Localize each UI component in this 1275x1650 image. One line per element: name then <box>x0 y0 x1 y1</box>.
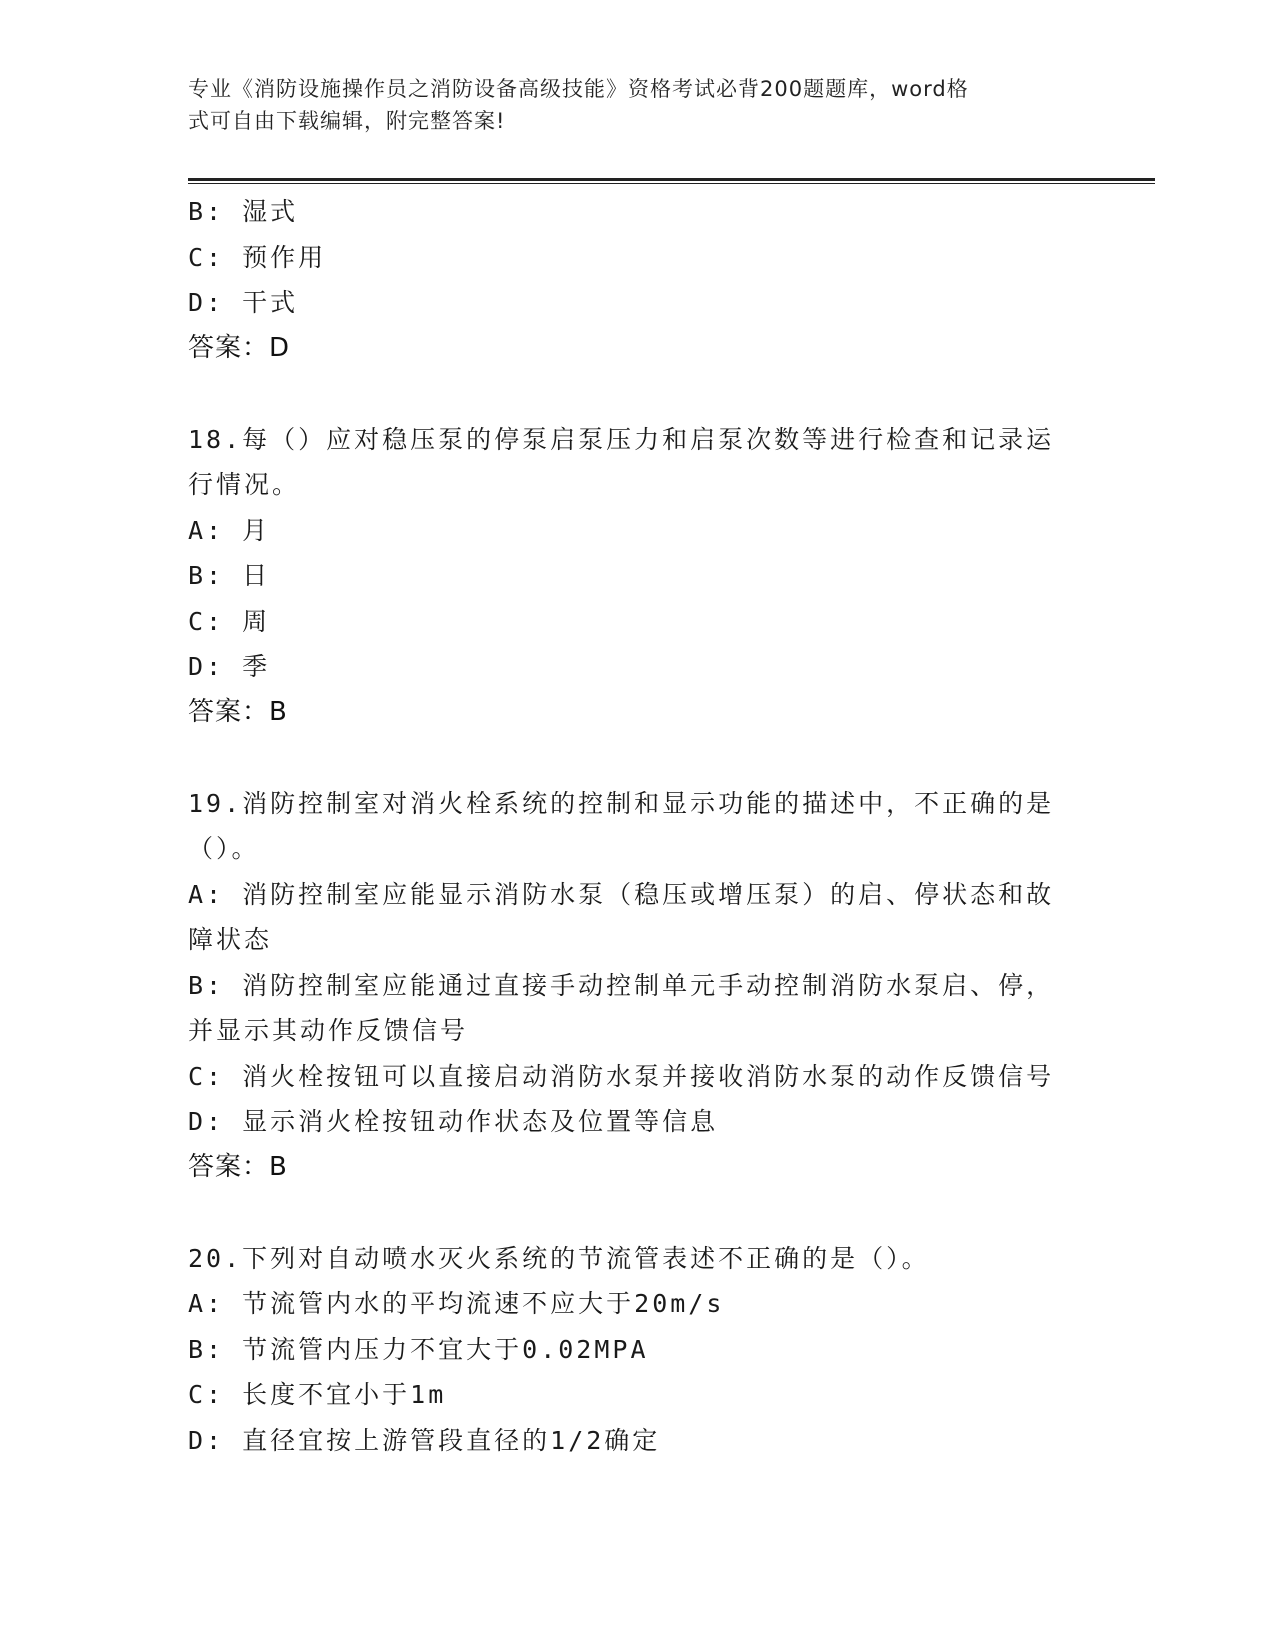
answer-line: 答案：D <box>188 332 291 363</box>
answer-line: 答案：B <box>188 1151 288 1182</box>
question-18 <box>188 417 1088 736</box>
question-stem-continued: （）。 <box>188 834 260 863</box>
option-d: D: 显示消火栓按钮动作状态及位置等信息 <box>188 1107 719 1136</box>
previous-question-fragment <box>188 189 1088 371</box>
header-line-2: 式可自由下载编辑，附完整答案! <box>188 109 506 133</box>
question-stem: 19.消防控制室对消火栓系统的控制和显示功能的描述中，不正确的是 <box>188 788 1055 818</box>
option-c: C: 消火栓按钮可以直接启动消防水泵并接收消防水泵的动作反馈信号 <box>188 1061 1055 1091</box>
question-stem: 18.每（）应对稳压泵的停泵启泵压力和启泵次数等进行检查和记录运 <box>188 424 1055 454</box>
option-a: A: 月 <box>188 515 271 545</box>
option-c: C: 预作用 <box>188 242 327 272</box>
option-c: C: 周 <box>188 606 271 636</box>
option-d: D: 直径宜按上游管段直径的1/2确定 <box>188 1425 661 1455</box>
option-b: B: 湿式 <box>188 197 299 226</box>
option-a: A: 消防控制室应能显示消防水泵（稳压或增压泵）的启、停状态和故 <box>188 879 1055 909</box>
header-line-1: 专业《消防设施操作员之消防设备高级技能》资格考试必背200题题库，word格 <box>188 77 969 101</box>
option-b-continued: 并显示其动作反馈信号 <box>188 1016 469 1045</box>
spacer <box>188 1190 1088 1236</box>
page-header <box>188 73 1068 137</box>
question-stem: 20.下列对自动喷水灭火系统的节流管表述不正确的是（）。 <box>188 1243 930 1273</box>
option-a: A: 节流管内水的平均流速不应大于20m/s <box>188 1289 725 1318</box>
option-d: D: 季 <box>188 652 271 681</box>
question-content <box>188 189 1088 1463</box>
option-c: C: 长度不宜小于1m <box>188 1380 447 1409</box>
question-20 <box>188 1236 1088 1464</box>
spacer <box>188 735 1088 781</box>
option-b: B: 日 <box>188 561 271 590</box>
option-d: D: 干式 <box>188 288 299 317</box>
answer-line: 答案：B <box>188 696 288 727</box>
header-divider-thick <box>188 178 1155 181</box>
question-19 <box>188 781 1088 1191</box>
option-a-continued: 障状态 <box>188 925 273 954</box>
option-b: B: 消防控制室应能通过直接手动控制单元手动控制消防水泵启、停， <box>188 970 1055 1000</box>
option-b: B: 节流管内压力不宜大于0.02MPA <box>188 1334 649 1364</box>
question-stem-continued: 行情况。 <box>188 470 301 499</box>
header-divider-thin <box>188 183 1155 184</box>
spacer <box>188 371 1088 417</box>
